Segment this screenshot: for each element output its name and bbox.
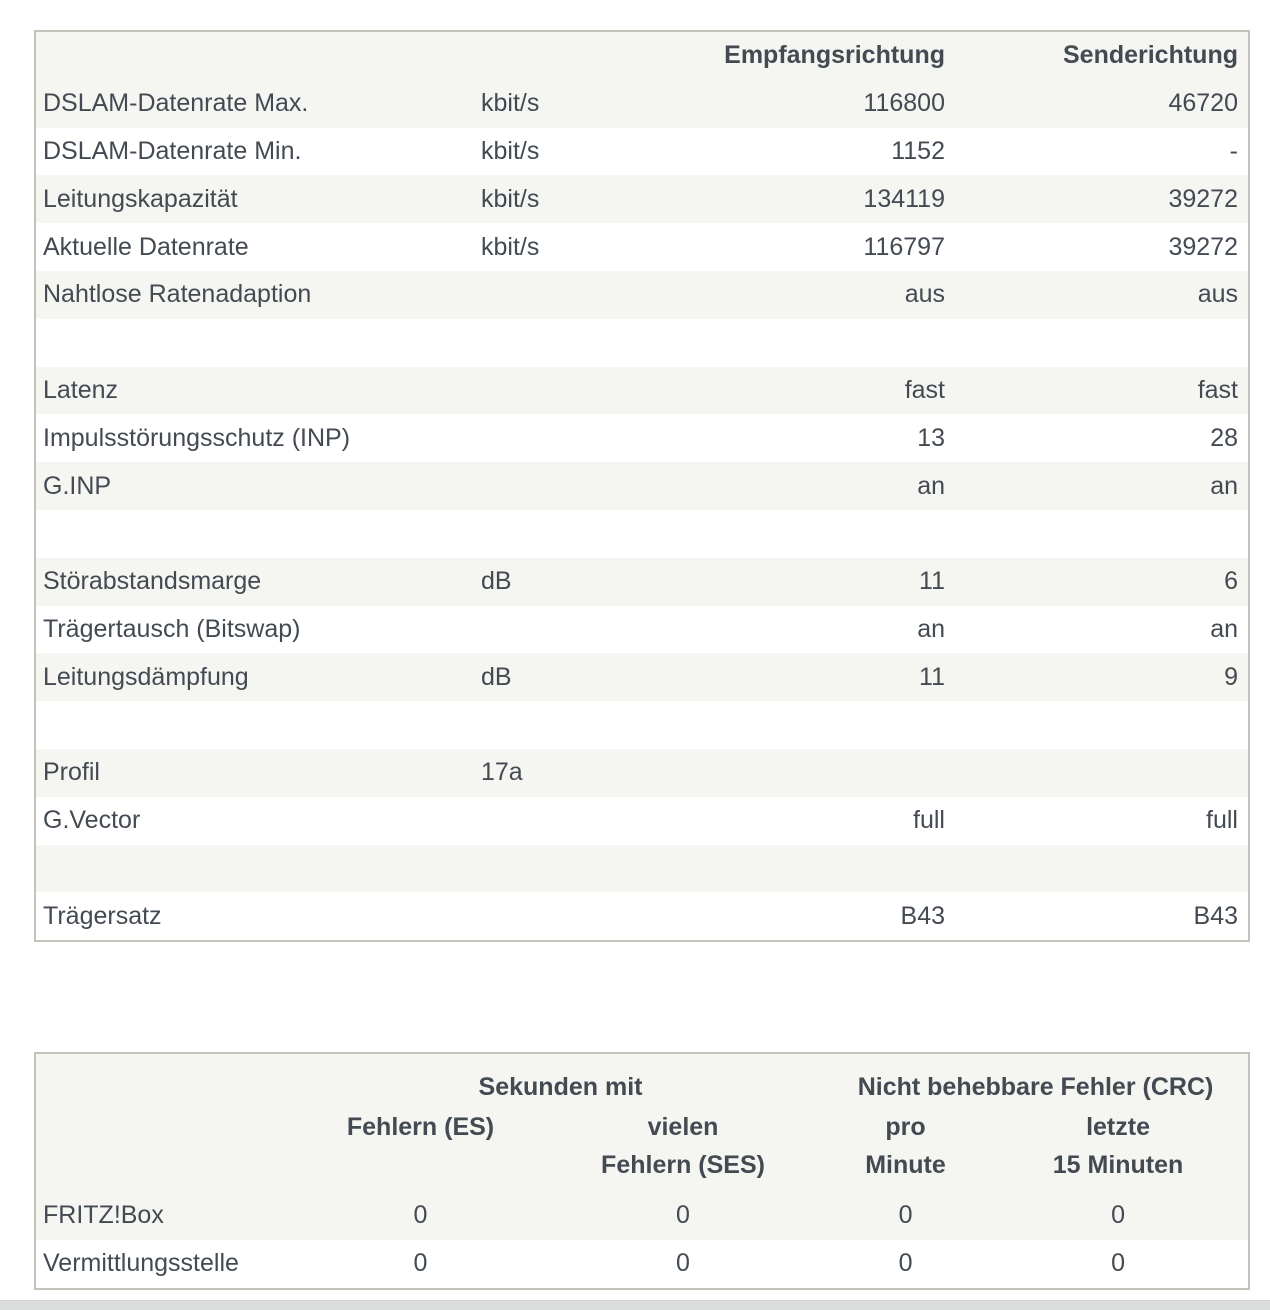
header-line: Minute bbox=[865, 1151, 946, 1179]
table-row bbox=[36, 1240, 1248, 1288]
row-label: Leitungskapazität bbox=[43, 184, 238, 213]
send-value: 28 bbox=[1210, 423, 1238, 452]
table-row bbox=[36, 319, 1248, 367]
header-line: Fehlern (SES) bbox=[601, 1151, 765, 1179]
row-label: Impulsstörungsschutz (INP) bbox=[43, 423, 351, 452]
row-label: G.INP bbox=[43, 471, 112, 500]
es-value: 0 bbox=[413, 1249, 428, 1278]
table-row bbox=[36, 797, 1248, 845]
row-label: DSLAM-Datenrate Min. bbox=[43, 136, 302, 165]
row-unit bbox=[481, 462, 646, 510]
row-unit: 17a bbox=[481, 758, 523, 787]
send-value: 39272 bbox=[1168, 184, 1238, 213]
per-minute-value: 0 bbox=[898, 1249, 913, 1278]
table-row bbox=[36, 128, 1248, 176]
column-header-ses bbox=[543, 1104, 823, 1192]
row-label bbox=[36, 845, 481, 893]
table-row bbox=[36, 749, 1248, 797]
receive-value: aus bbox=[904, 280, 945, 309]
send-value bbox=[956, 845, 1248, 893]
ses-value: 0 bbox=[676, 1201, 690, 1230]
row-unit: kbit/s bbox=[481, 232, 540, 261]
table-row bbox=[36, 367, 1248, 415]
row-label bbox=[36, 510, 481, 558]
row-unit bbox=[481, 271, 646, 319]
dsl-stats-panel bbox=[34, 30, 1250, 942]
row-unit: kbit/s bbox=[481, 136, 540, 165]
send-value: 46720 bbox=[1168, 89, 1238, 118]
table-row bbox=[36, 80, 1248, 128]
dsl-connection-table bbox=[36, 32, 1248, 940]
table-row bbox=[36, 462, 1248, 510]
send-value: aus bbox=[1197, 280, 1238, 309]
error-counters-panel bbox=[34, 1052, 1250, 1290]
es-value: 0 bbox=[413, 1201, 428, 1230]
error-counter-table bbox=[36, 1054, 1248, 1288]
group-header-sekunden-mit: Sekunden mit bbox=[478, 1073, 643, 1101]
receive-value bbox=[646, 749, 956, 797]
row-unit: dB bbox=[481, 662, 512, 691]
receive-value bbox=[646, 845, 956, 893]
row-unit: kbit/s bbox=[481, 184, 540, 213]
row-label: Latenz bbox=[43, 375, 119, 404]
row-label: Aktuelle Datenrate bbox=[43, 232, 249, 261]
table-row bbox=[36, 271, 1248, 319]
send-value: 39272 bbox=[1168, 232, 1238, 261]
header-line: pro bbox=[885, 1113, 926, 1141]
row-label bbox=[36, 319, 481, 367]
empty-header-cell bbox=[481, 32, 646, 80]
empty-header-cell bbox=[36, 1054, 298, 1192]
receive-value: 11 bbox=[919, 567, 945, 596]
group-header-row bbox=[36, 1054, 1248, 1104]
row-unit: kbit/s bbox=[481, 89, 540, 118]
header-line bbox=[298, 1146, 543, 1184]
row-label: Nahtlose Ratenadaption bbox=[43, 280, 312, 309]
row-unit: dB bbox=[481, 567, 512, 596]
row-unit bbox=[481, 845, 646, 893]
row-label: Trägertausch (Bitswap) bbox=[43, 614, 301, 643]
send-value: fast bbox=[1197, 375, 1238, 404]
row-unit bbox=[481, 606, 646, 654]
column-header-es bbox=[298, 1104, 543, 1192]
receive-value: 11 bbox=[919, 662, 945, 691]
header-line: 15 Minuten bbox=[1052, 1151, 1184, 1179]
row-label bbox=[36, 701, 481, 749]
dsl-table-header bbox=[36, 32, 1248, 80]
header-line: letzte bbox=[1086, 1113, 1150, 1141]
row-unit bbox=[481, 797, 646, 845]
empty-header-cell bbox=[36, 32, 481, 80]
send-value bbox=[956, 701, 1248, 749]
receive-value bbox=[646, 510, 956, 558]
table-row bbox=[36, 845, 1248, 893]
header-line: vielen bbox=[647, 1113, 719, 1141]
column-header-senderichtung: Senderichtung bbox=[1062, 41, 1238, 70]
header-line: Fehlern (ES) bbox=[346, 1113, 495, 1141]
receive-value: an bbox=[917, 614, 945, 643]
row-label: DSLAM-Datenrate Max. bbox=[43, 89, 309, 118]
table-row bbox=[36, 510, 1248, 558]
table-row bbox=[36, 558, 1248, 606]
next-section-edge bbox=[0, 1300, 1270, 1310]
row-label: Störabstandsmarge bbox=[43, 567, 262, 596]
per-minute-value: 0 bbox=[898, 1201, 913, 1230]
send-value bbox=[956, 510, 1248, 558]
column-header-empfangsrichtung: Empfangsrichtung bbox=[724, 41, 945, 70]
receive-value: 1152 bbox=[891, 136, 945, 165]
receive-value: 116797 bbox=[863, 232, 945, 261]
row-unit bbox=[481, 892, 646, 940]
row-label: Trägersatz bbox=[43, 901, 162, 930]
last-15-min-value: 0 bbox=[1111, 1249, 1125, 1278]
send-value: 6 bbox=[1224, 567, 1238, 596]
table-row bbox=[36, 223, 1248, 271]
row-label: Profil bbox=[43, 758, 100, 787]
send-value: an bbox=[1210, 614, 1238, 643]
table-row bbox=[36, 892, 1248, 940]
table-row bbox=[36, 175, 1248, 223]
receive-value: full bbox=[913, 806, 945, 835]
row-label: FRITZ!Box bbox=[43, 1201, 164, 1230]
send-value: B43 bbox=[1193, 901, 1238, 930]
error-table-header bbox=[36, 1054, 1248, 1192]
column-header-letzte-15-minuten bbox=[988, 1104, 1248, 1192]
column-header-pro-minute bbox=[823, 1104, 988, 1192]
last-15-min-value: 0 bbox=[1111, 1201, 1125, 1230]
error-table-body bbox=[36, 1192, 1248, 1288]
receive-value bbox=[646, 701, 956, 749]
receive-value bbox=[646, 319, 956, 367]
receive-value: 134119 bbox=[863, 184, 945, 213]
send-value: - bbox=[1229, 136, 1238, 165]
group-header-crc: Nicht behebbare Fehler (CRC) bbox=[857, 1073, 1214, 1101]
table-row bbox=[36, 1192, 1248, 1240]
receive-value: B43 bbox=[900, 901, 945, 930]
ses-value: 0 bbox=[676, 1249, 690, 1278]
row-unit bbox=[481, 701, 646, 749]
table-row bbox=[36, 653, 1248, 701]
dsl-table-body bbox=[36, 80, 1248, 940]
receive-value: an bbox=[917, 471, 945, 500]
receive-value: fast bbox=[904, 375, 945, 404]
table-row bbox=[36, 701, 1248, 749]
send-value: full bbox=[1206, 806, 1238, 835]
row-unit bbox=[481, 510, 646, 558]
row-label: Leitungsdämpfung bbox=[43, 662, 249, 691]
send-value: 9 bbox=[1224, 662, 1238, 691]
row-label: Vermittlungsstelle bbox=[43, 1249, 239, 1278]
row-unit bbox=[481, 414, 646, 462]
send-value bbox=[956, 319, 1248, 367]
send-value bbox=[956, 749, 1248, 797]
receive-value: 116800 bbox=[863, 89, 945, 118]
dsl-header-row bbox=[36, 32, 1248, 80]
table-row bbox=[36, 606, 1248, 654]
table-row bbox=[36, 414, 1248, 462]
send-value: an bbox=[1210, 471, 1238, 500]
row-unit bbox=[481, 319, 646, 367]
receive-value: 13 bbox=[917, 423, 945, 452]
row-unit bbox=[481, 367, 646, 415]
row-label: G.Vector bbox=[43, 806, 141, 835]
